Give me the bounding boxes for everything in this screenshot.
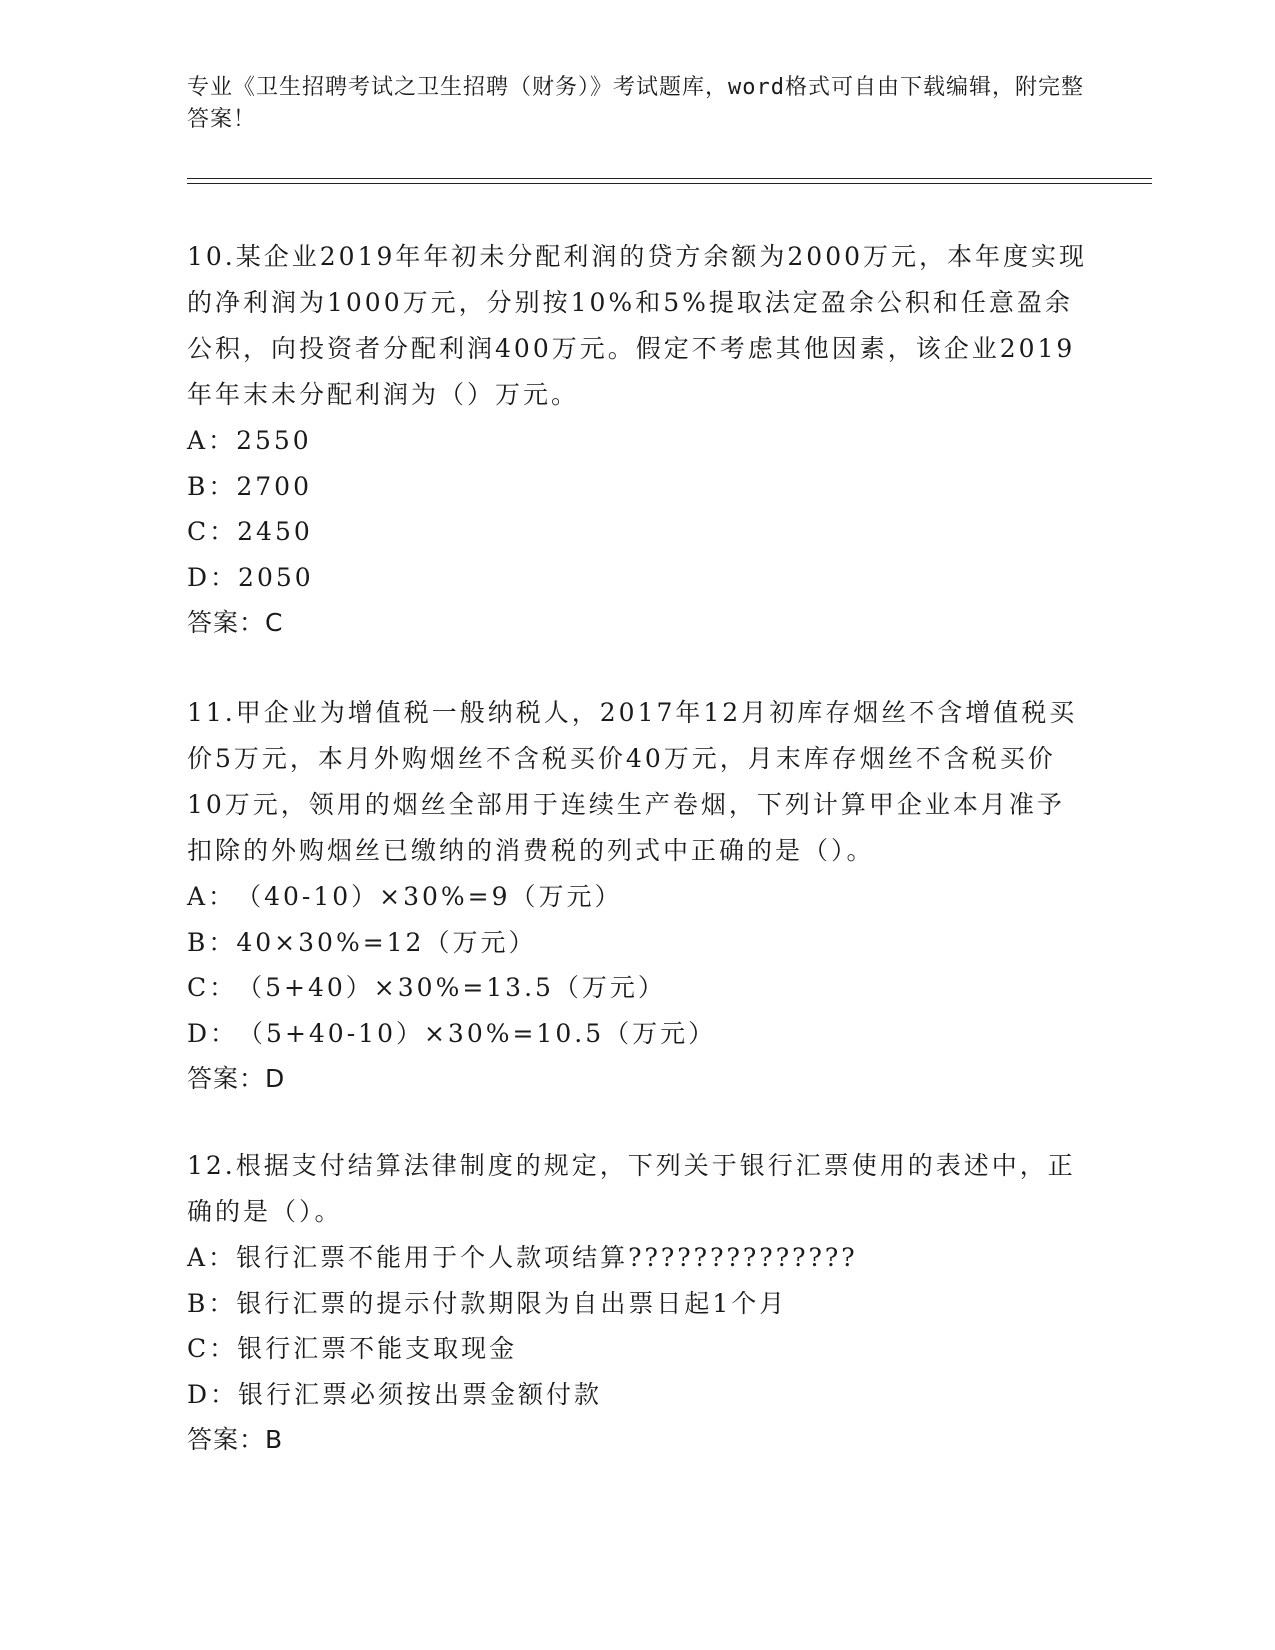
- question-10: [187, 234, 1087, 646]
- option-key: D：: [187, 1379, 239, 1409]
- option-text: 2550: [236, 426, 312, 455]
- option-key: B：: [187, 1288, 237, 1318]
- option-text: 银行汇票必须按出票金额付款: [238, 1379, 603, 1409]
- answer-line: 答案：C: [187, 608, 284, 637]
- option-b: [187, 464, 1087, 510]
- option-text: 银行汇票不能用于个人款项结算??????????????: [236, 1243, 858, 1272]
- header-text: 专业《卫生招聘考试之卫生招聘（财务）》考试题库，word格式可自由下载编辑，附完整答案！: [187, 75, 1084, 132]
- option-key: A：: [187, 426, 237, 455]
- option-text: （40-10）×30%=9（万元）: [236, 882, 623, 911]
- option-key: C：: [187, 973, 238, 1002]
- option-c: [187, 509, 1087, 555]
- option-key: A：: [187, 882, 237, 911]
- option-b: [187, 920, 1087, 966]
- option-key: D：: [187, 562, 239, 592]
- answer-line: 答案：D: [187, 1064, 286, 1093]
- option-a: [187, 874, 1087, 920]
- option-text: 40×30%=12（万元）: [236, 927, 537, 957]
- option-a: [187, 418, 1087, 464]
- document-header: [187, 72, 1087, 136]
- option-b: [187, 1281, 1087, 1327]
- question-stem: 11.甲企业为增值税一般纳税人，2017年12月初库存烟丝不含增值税买价5万元，本月外购烟丝不含税买价40万元，月末库存烟丝不含税买价10万元，领用的烟丝全部用于连续生产卷烟，下列计算甲企业本月准予扣除的外购烟丝已缴纳的消费税的列式中正确的是（）。: [187, 698, 1078, 865]
- option-key: B：: [187, 471, 237, 501]
- option-d: [187, 1372, 1087, 1418]
- option-c: [187, 965, 1087, 1011]
- question-12: [187, 1143, 1087, 1463]
- option-d: [187, 1011, 1087, 1057]
- option-key: D：: [187, 1018, 239, 1048]
- option-text: （5+40-10）×30%=10.5（万元）: [238, 1018, 717, 1048]
- header-divider-top: [187, 178, 1152, 179]
- question-stem: 10.某企业2019年年初未分配利润的贷方余额为2000万元，本年度实现的净利润为1000万元，分别按10%和5%提取法定盈余公积和任意盈余公积，向投资者分配利润400万元。假定不考虑其他因素，该企业2019年年末未分配利润为（）万元。: [187, 242, 1088, 409]
- option-key: C：: [187, 517, 238, 546]
- option-key: A：: [187, 1243, 237, 1272]
- answer-line: 答案：B: [187, 1425, 284, 1454]
- option-key: C：: [187, 1334, 238, 1363]
- option-text: 2700: [236, 471, 312, 501]
- option-c: [187, 1326, 1087, 1372]
- option-d: [187, 555, 1087, 601]
- question-11: [187, 690, 1087, 1102]
- option-a: [187, 1235, 1087, 1281]
- header-divider-bottom: [187, 183, 1152, 184]
- question-stem: 12.根据支付结算法律制度的规定，下列关于银行汇票使用的表述中，正确的是（）。: [187, 1151, 1076, 1226]
- option-text: 银行汇票的提示付款期限为自出票日起1个月: [236, 1288, 788, 1318]
- option-text: 银行汇票不能支取现金: [237, 1334, 518, 1363]
- option-text: （5+40）×30%=13.5（万元）: [237, 973, 666, 1002]
- option-key: B：: [187, 927, 237, 957]
- option-text: 2450: [237, 517, 313, 546]
- option-text: 2050: [238, 562, 314, 592]
